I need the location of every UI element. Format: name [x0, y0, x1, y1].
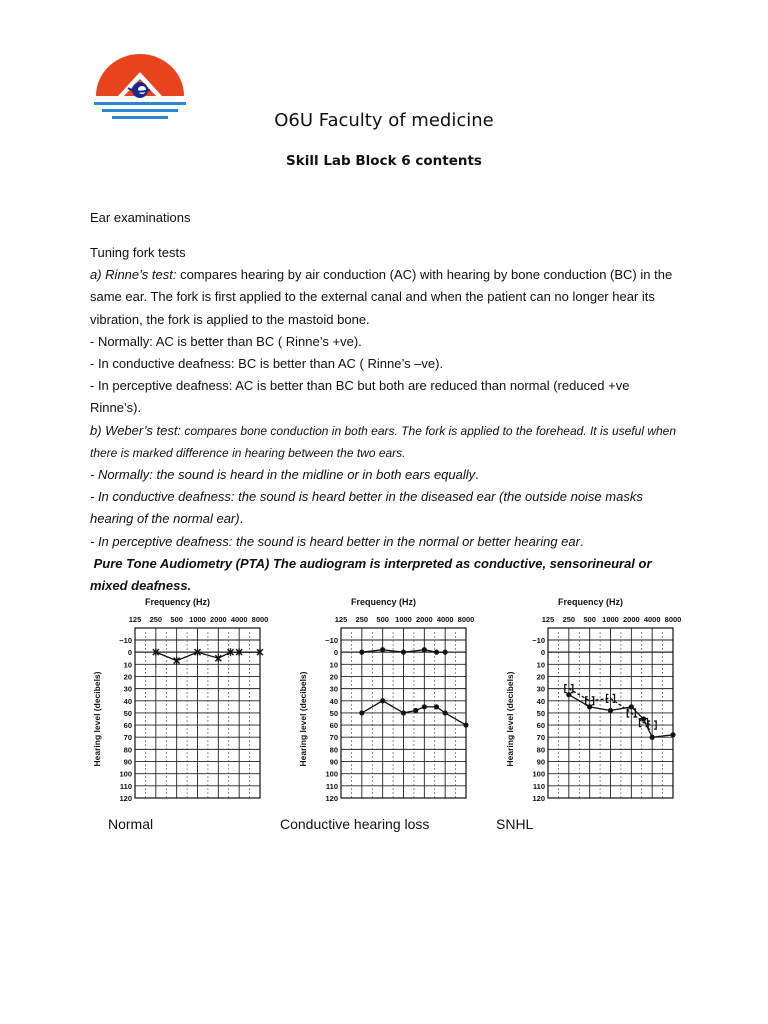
y-tick-label: 50 [329, 708, 338, 718]
axis-title-hearing-level: Hearing level (decibels) [505, 671, 515, 767]
x-tick-label: 1000 [395, 615, 412, 624]
data-point [434, 704, 439, 709]
data-point [463, 722, 468, 727]
x-tick-label: 1000 [189, 615, 206, 624]
y-tick-label: 40 [329, 696, 338, 706]
x-tick-label: 8000 [457, 615, 475, 624]
axis-title-frequency: Frequency (Hz) [557, 597, 624, 607]
x-tick-label: 500 [376, 615, 389, 624]
y-tick-label: −10 [119, 636, 132, 645]
pta-text: The audiogram is interpreted as conductive, sensorineural or mixed deafness. [90, 555, 652, 594]
y-tick-label: 110 [532, 781, 545, 791]
page-subtitle: Skill Lab Block 6 contents [286, 153, 482, 169]
weber-perceptive-text: the sound is heard better in the normal or better hearing ear [232, 533, 580, 549]
y-tick-label: 10 [123, 660, 132, 670]
y-tick-label: 10 [536, 660, 545, 670]
weber-conductive-label: - In conductive deafness: [90, 489, 235, 505]
data-point [443, 710, 448, 715]
data-point [422, 647, 427, 652]
y-tick-label: 30 [329, 684, 338, 694]
weber-conductive [90, 486, 680, 530]
y-tick-label: 0 [540, 648, 545, 658]
axis-title-hearing-level: Hearing level (decibels) [92, 671, 102, 767]
data-point [380, 698, 385, 703]
y-tick-label: 100 [325, 769, 338, 779]
data-point [443, 650, 448, 655]
y-tick-label: 100 [532, 769, 545, 779]
axis-title-frequency: Frequency (Hz) [144, 597, 211, 607]
data-point [608, 708, 613, 713]
rinne-paragraph [90, 264, 680, 331]
rinne-label: a) Rinne’s test: [90, 267, 177, 283]
rinne-normal: - Normally: AC is better than BC ( Rinne’s +ve). [90, 333, 362, 349]
audiogram-conductive [296, 592, 476, 807]
data-point [401, 650, 406, 655]
rinne-conductive: - In conductive deafness: BC is better than AC ( Rinne’s –ve). [90, 356, 444, 372]
y-tick-label: 50 [536, 708, 545, 718]
axis-title-frequency: Frequency (Hz) [350, 597, 417, 607]
x-tick-label: 250 [355, 615, 369, 624]
x-tick-label: 8000 [251, 615, 269, 624]
x-tick-label: 500 [583, 615, 596, 624]
data-point [174, 657, 180, 665]
data-point [401, 710, 406, 715]
weber-normal-label: - Normally: [90, 467, 153, 483]
x-tick-label: 1000 [602, 615, 619, 624]
y-tick-label: 70 [329, 733, 338, 743]
weber-conductive-end: . [239, 511, 244, 527]
y-tick-label: 80 [329, 745, 338, 755]
y-tick-label: 20 [329, 672, 338, 682]
data-point [670, 732, 675, 737]
y-tick-label: 60 [536, 721, 545, 731]
x-tick-label: 4000 [643, 615, 661, 624]
audiogram-snhl [503, 592, 683, 807]
y-tick-label: −10 [325, 636, 338, 645]
y-tick-label: 50 [123, 708, 132, 718]
y-tick-label: 110 [119, 781, 132, 791]
data-point [641, 716, 646, 721]
x-tick-label: 125 [128, 615, 142, 624]
rinne-text: compares hearing by air conduction (AC) with hearing by bone conduction (BC) in the same ear. The fork is first applied to the external canal and when the patient can no longer hear its vibration, the fork is applied to the mastoid bone. [90, 267, 673, 327]
data-point [413, 708, 418, 713]
y-tick-label: 90 [329, 757, 338, 767]
data-point [422, 704, 427, 709]
y-tick-label: 120 [325, 794, 338, 803]
data-point [359, 710, 364, 715]
document-body [90, 242, 680, 597]
data-point [629, 704, 634, 709]
weber-normal-text: the sound is heard in the midline or in both ears equally [152, 467, 476, 483]
x-tick-label: 4000 [436, 615, 454, 624]
weber-label: b) Weber’s test: [90, 422, 182, 438]
caption-conductive: Conductive hearing loss [280, 816, 430, 832]
y-tick-label: 120 [532, 794, 545, 803]
y-tick-label: 60 [329, 721, 338, 731]
y-tick-label: 10 [329, 660, 338, 670]
y-tick-label: 90 [536, 757, 545, 767]
weber-perceptive-end: . [579, 533, 584, 549]
data-point [380, 647, 385, 652]
y-tick-label: 20 [123, 672, 132, 682]
x-tick-label: 2000 [622, 615, 640, 624]
weber-paragraph [90, 420, 680, 464]
y-tick-label: 80 [123, 745, 132, 755]
tuning-heading: Tuning fork tests [90, 245, 186, 260]
weber-perceptive [90, 531, 680, 553]
caption-snhl: SNHL [496, 816, 534, 832]
caption-normal: Normal [108, 816, 154, 832]
pta-paragraph [90, 553, 680, 597]
x-tick-label: 2000 [415, 615, 433, 624]
x-tick-label: 500 [170, 615, 183, 624]
x-tick-label: 4000 [230, 615, 248, 624]
y-tick-label: 0 [333, 648, 338, 658]
y-tick-label: 60 [123, 721, 132, 731]
y-tick-label: 30 [536, 684, 545, 694]
data-point [566, 692, 571, 697]
y-tick-label: 80 [536, 745, 545, 755]
y-tick-label: −10 [532, 636, 545, 645]
pta-label: Pure Tone Audiometry (PTA) [93, 555, 270, 571]
x-tick-label: 8000 [664, 615, 682, 624]
weber-perceptive-label: - In perceptive deafness: [90, 533, 233, 549]
page-title: O6U Faculty of medicine [274, 110, 494, 131]
x-tick-label: 250 [149, 615, 163, 624]
weber-text: compares bone conduction in both ears. The fork is applied to the forehead. It is useful when there is marked difference in hearing between the two ears. [90, 423, 677, 460]
data-point [434, 650, 439, 655]
weber-normal [90, 464, 680, 486]
y-tick-label: 40 [536, 696, 545, 706]
weber-conductive-text: the sound is heard better in the diseased ear (the outside noise masks hearing of the normal ear) [90, 489, 643, 527]
data-point [359, 650, 364, 655]
y-tick-label: 90 [123, 757, 132, 767]
x-tick-label: 125 [334, 615, 348, 624]
y-tick-label: 0 [127, 648, 132, 658]
y-tick-label: 20 [536, 672, 545, 682]
data-point [650, 735, 655, 740]
y-tick-label: 100 [119, 769, 132, 779]
x-tick-label: 2000 [209, 615, 227, 624]
axis-title-hearing-level: Hearing level (decibels) [298, 671, 308, 767]
x-tick-label: 125 [541, 615, 555, 624]
x-tick-label: 250 [562, 615, 576, 624]
y-tick-label: 120 [119, 794, 132, 803]
y-tick-label: 70 [536, 733, 545, 743]
data-point [587, 704, 592, 709]
rinne-perceptive: - In perceptive deafness: AC is better than BC but both are reduced than normal (reduced +ve Rinne’s). [90, 378, 630, 416]
audiogram-normal [90, 592, 270, 807]
y-tick-label: 40 [123, 696, 132, 706]
y-tick-label: 30 [123, 684, 132, 694]
y-tick-label: 110 [325, 781, 338, 791]
weber-normal-end: . [475, 467, 479, 483]
section-heading: Ear examinations [90, 210, 191, 225]
y-tick-label: 70 [123, 733, 132, 743]
